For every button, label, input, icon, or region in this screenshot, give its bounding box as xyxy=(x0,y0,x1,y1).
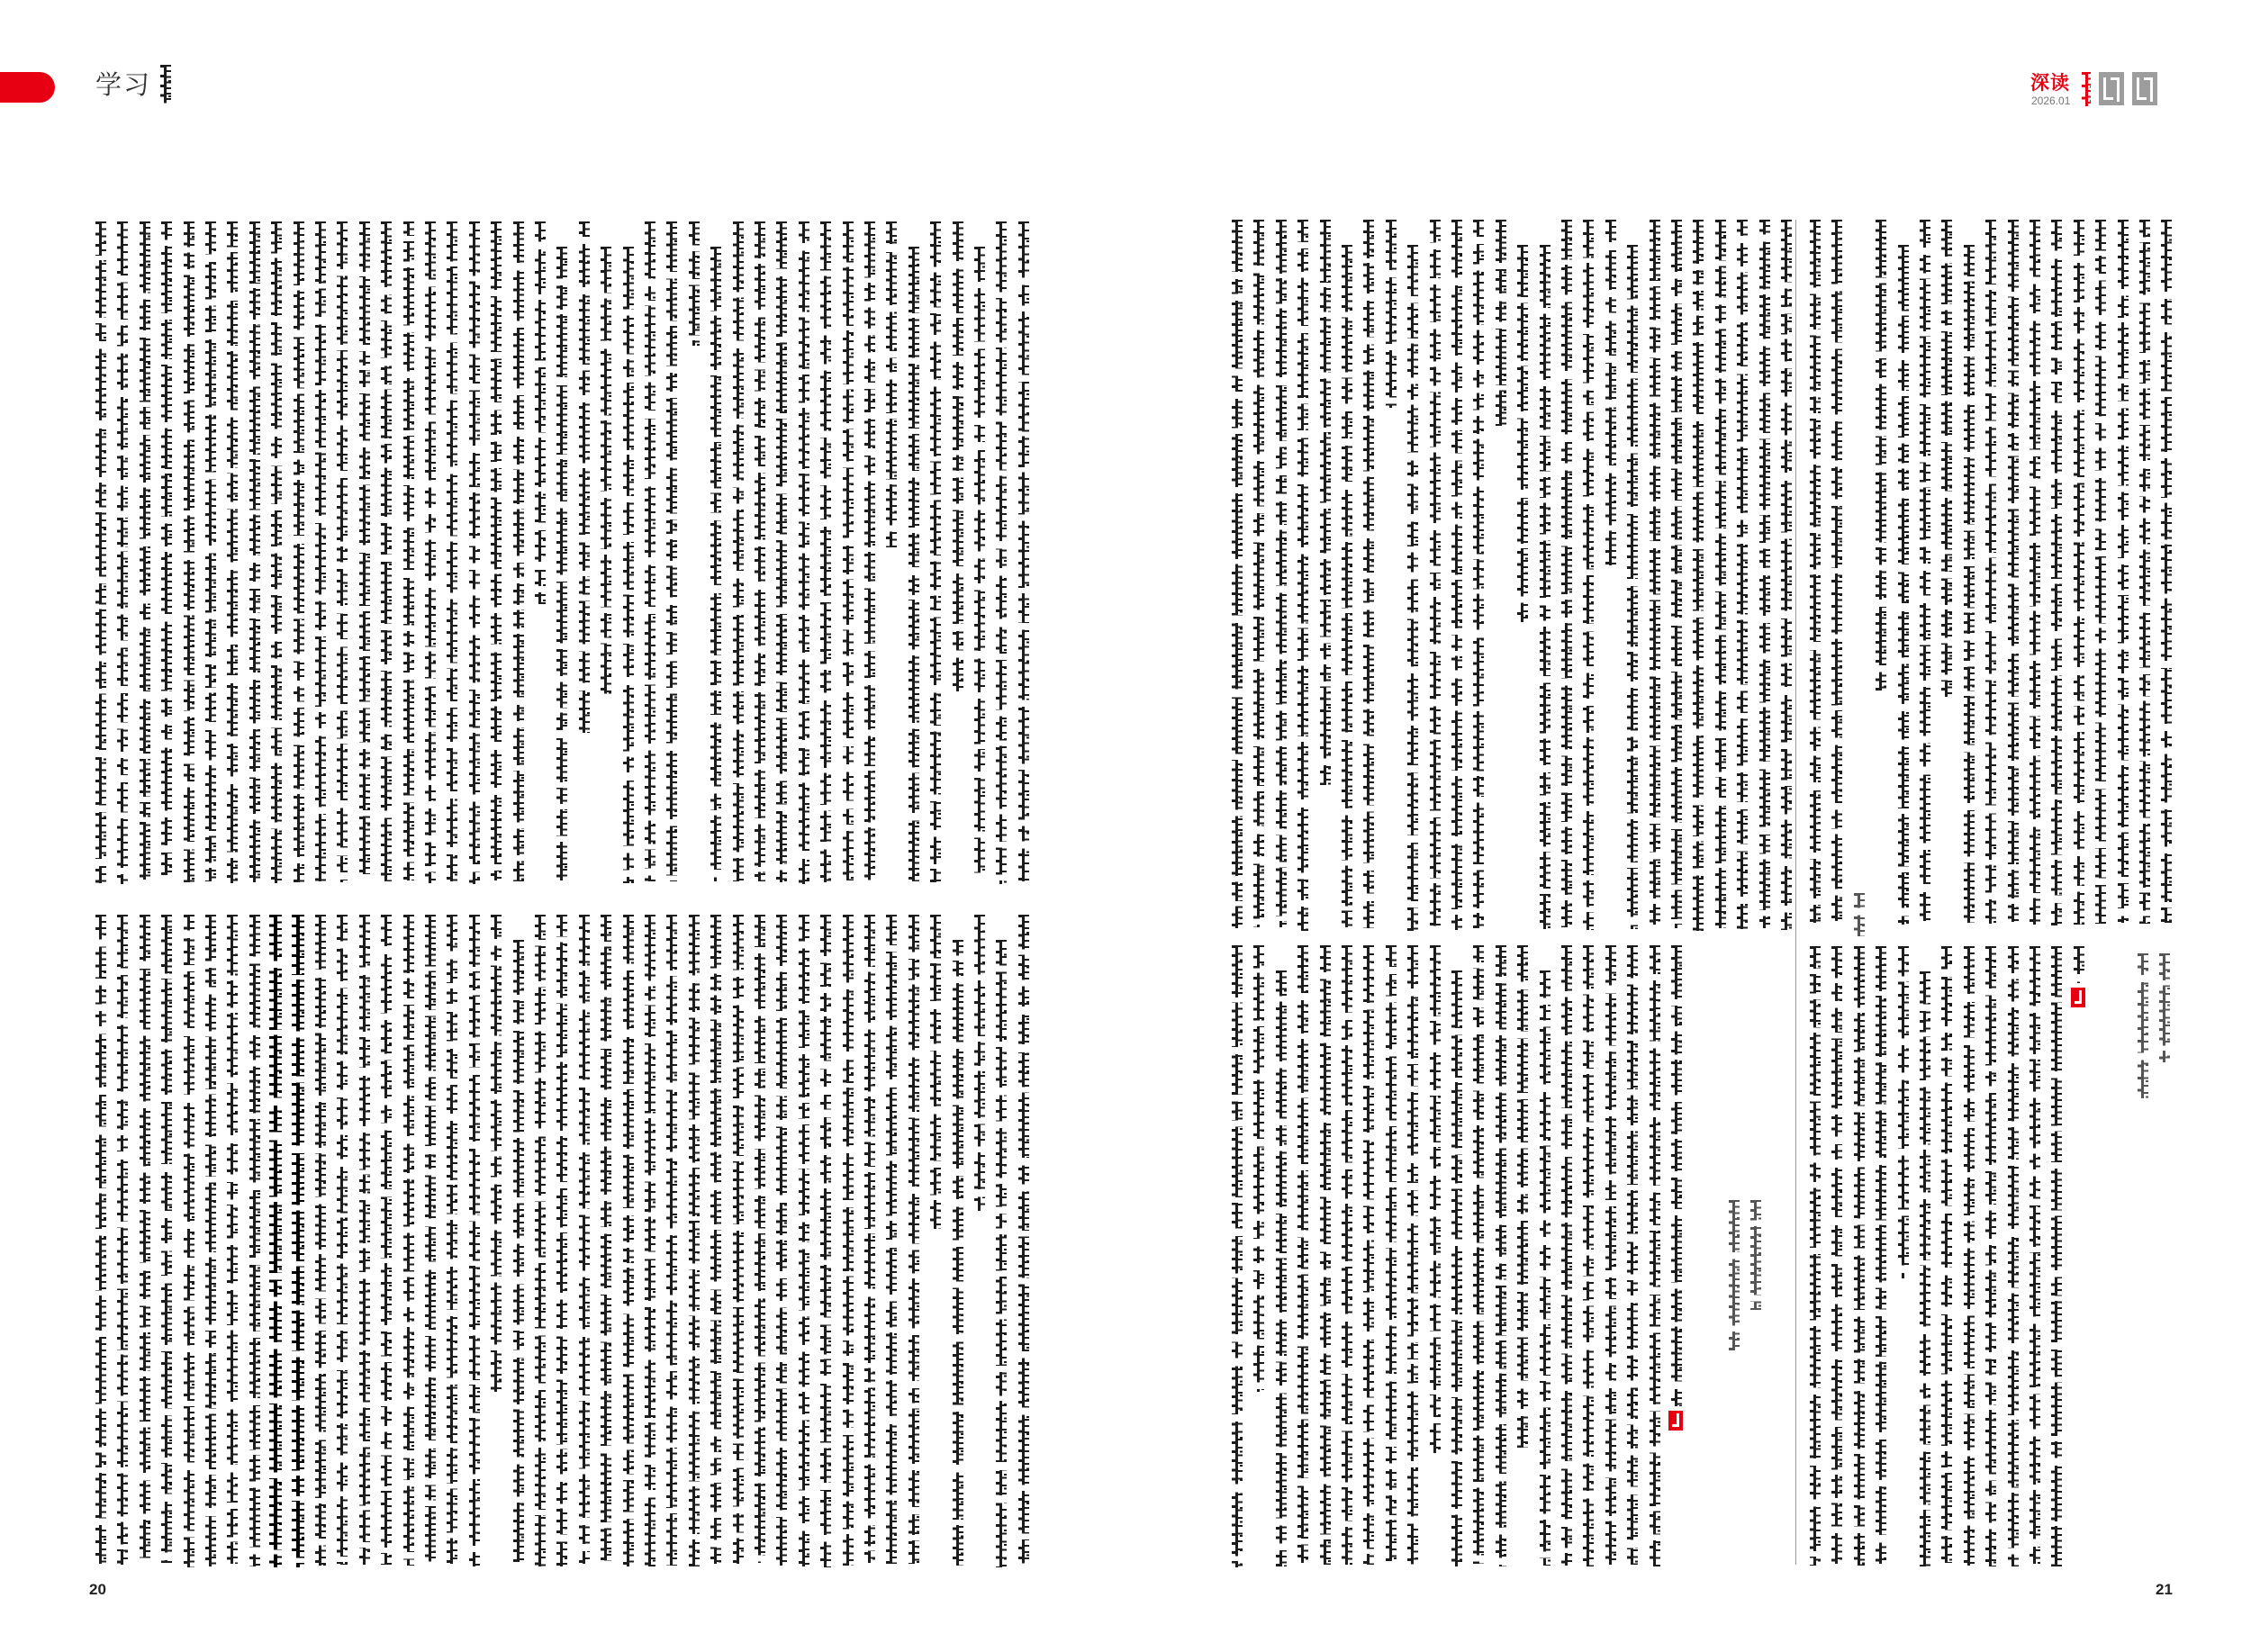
text-column xyxy=(423,915,436,1563)
text-column xyxy=(1340,245,1352,929)
text-column xyxy=(1808,220,1821,923)
text-column xyxy=(1384,945,1397,1563)
text-column xyxy=(1559,945,1572,1566)
text-column xyxy=(1406,245,1418,931)
text-column xyxy=(643,221,655,881)
text-column xyxy=(203,915,216,1566)
text-column xyxy=(445,221,457,881)
text-column xyxy=(1471,220,1484,928)
text-column xyxy=(182,915,194,1567)
text-column xyxy=(2116,220,2129,923)
text-column xyxy=(225,221,238,883)
text-column xyxy=(774,221,787,882)
text-column xyxy=(1896,245,1909,925)
citation-column xyxy=(1852,893,1865,936)
text-column xyxy=(511,221,524,881)
text-column xyxy=(555,247,567,880)
text-column xyxy=(313,915,326,1566)
text-column xyxy=(1779,220,1792,930)
text-column xyxy=(2159,220,2172,923)
text-column xyxy=(225,915,238,1564)
text-column xyxy=(863,221,875,884)
end-of-article-marker xyxy=(1668,1411,1683,1431)
text-column xyxy=(2072,220,2084,925)
text-column xyxy=(841,221,854,880)
text-column xyxy=(533,915,546,1566)
text-column xyxy=(1296,220,1308,931)
text-column xyxy=(335,221,348,882)
text-column xyxy=(489,221,502,880)
text-column xyxy=(379,915,392,1565)
text-column xyxy=(2028,220,2040,925)
section-title: 学习 xyxy=(95,69,152,100)
text-column xyxy=(643,915,655,1566)
text-column xyxy=(1713,220,1726,928)
text-column xyxy=(1808,946,1821,1566)
text-column xyxy=(182,221,194,882)
text-column xyxy=(379,221,392,881)
text-column xyxy=(1318,220,1331,785)
text-column xyxy=(467,915,480,1566)
text-column xyxy=(115,221,128,884)
text-column xyxy=(818,915,831,1567)
text-column xyxy=(753,221,765,881)
text-column xyxy=(159,221,172,881)
text-column xyxy=(951,221,963,691)
text-column xyxy=(621,915,634,1566)
text-column xyxy=(709,915,721,1564)
text-column xyxy=(1274,220,1287,927)
text-column xyxy=(313,221,326,881)
text-column xyxy=(1581,220,1594,930)
text-column xyxy=(1296,945,1308,1563)
section-title-mongolian xyxy=(158,65,171,108)
text-column xyxy=(1230,220,1243,928)
text-column xyxy=(577,221,590,736)
text-column xyxy=(1918,220,1930,921)
text-column xyxy=(2028,946,2040,1564)
text-column xyxy=(907,915,919,1564)
text-column xyxy=(159,915,172,1563)
text-column xyxy=(94,221,106,883)
text-column xyxy=(445,915,457,1564)
text-column xyxy=(1252,945,1264,1392)
text-column xyxy=(1428,945,1441,1453)
text-column xyxy=(1830,220,1842,921)
text-column xyxy=(907,247,919,881)
text-column xyxy=(664,221,677,881)
text-column xyxy=(1962,245,1975,923)
text-column xyxy=(1758,220,1770,928)
text-column xyxy=(1559,220,1572,927)
text-column xyxy=(1669,945,1682,1406)
text-column xyxy=(2049,220,2062,925)
text-column xyxy=(1604,945,1616,1565)
heading-column xyxy=(269,915,282,1567)
text-column xyxy=(994,940,1007,1567)
text-column xyxy=(1939,946,1952,1563)
text-column xyxy=(972,915,985,1211)
page-number-right: 21 xyxy=(2156,1581,2173,1598)
text-column xyxy=(467,221,480,884)
text-column xyxy=(1691,220,1704,931)
text-column xyxy=(884,221,897,547)
brand-name-mongolian xyxy=(2080,72,2091,106)
text-column xyxy=(1017,915,1029,1566)
text-column xyxy=(664,915,677,1566)
text-column xyxy=(555,915,567,1566)
text-column xyxy=(621,247,634,883)
text-column xyxy=(357,915,370,1565)
text-column xyxy=(1450,970,1462,1566)
text-column xyxy=(1669,220,1682,928)
text-column xyxy=(577,915,590,1564)
text-column xyxy=(1494,945,1506,1566)
text-column xyxy=(1581,945,1594,1566)
column-divider xyxy=(1795,220,1796,1565)
text-column xyxy=(599,915,611,1566)
text-column xyxy=(818,221,831,882)
text-column xyxy=(1852,946,1865,1566)
text-column xyxy=(1648,220,1660,929)
text-column xyxy=(1625,245,1638,929)
text-column xyxy=(2072,946,2084,983)
text-column xyxy=(2006,946,2019,1566)
text-column xyxy=(138,915,150,1563)
text-column xyxy=(335,915,348,1565)
text-column xyxy=(1939,220,1952,697)
text-column xyxy=(138,221,150,880)
text-column xyxy=(1648,945,1660,1566)
text-column xyxy=(1252,220,1264,927)
text-column xyxy=(1984,220,1996,924)
text-column xyxy=(863,915,875,1563)
text-column xyxy=(731,915,744,1564)
text-column xyxy=(1406,945,1418,1566)
text-column xyxy=(357,221,370,880)
text-column xyxy=(248,915,260,1566)
text-column xyxy=(1361,220,1374,928)
heading-column xyxy=(292,915,304,1567)
text-column xyxy=(972,247,985,880)
text-column xyxy=(1604,220,1616,565)
text-column xyxy=(94,915,106,1564)
text-column xyxy=(1318,945,1331,1565)
magazine-logo-mark xyxy=(2099,72,2124,105)
text-column xyxy=(1918,971,1930,1566)
text-column xyxy=(1538,970,1550,1566)
text-column xyxy=(774,915,787,1566)
text-column xyxy=(599,247,611,695)
text-column xyxy=(1450,220,1462,930)
text-column xyxy=(797,915,809,1566)
text-column xyxy=(1471,945,1484,1564)
text-column xyxy=(489,915,502,1392)
text-column xyxy=(1274,970,1287,1566)
text-column xyxy=(709,247,721,881)
end-of-article-marker xyxy=(2071,988,2085,1007)
citation-column xyxy=(2136,953,2148,1098)
text-column xyxy=(1984,946,1996,1566)
text-column xyxy=(1830,946,1842,1564)
text-column xyxy=(1494,220,1506,426)
text-column xyxy=(753,915,765,1563)
text-column xyxy=(687,915,700,1566)
text-column xyxy=(2049,946,2062,1566)
text-column xyxy=(1515,245,1528,622)
text-column xyxy=(533,221,546,604)
text-column xyxy=(731,221,744,881)
citation-column xyxy=(1727,1200,1740,1350)
text-column xyxy=(402,221,414,880)
text-column xyxy=(2138,220,2150,924)
section-tab-marker xyxy=(0,72,55,103)
text-column xyxy=(1962,946,1975,1566)
text-column xyxy=(1874,220,1886,691)
text-column xyxy=(2093,220,2106,924)
text-column xyxy=(1896,946,1909,1278)
text-column xyxy=(1625,945,1638,1565)
text-column xyxy=(423,221,436,883)
text-column xyxy=(248,221,260,882)
text-column xyxy=(1230,945,1243,1567)
page-number-left: 20 xyxy=(89,1581,106,1598)
text-column xyxy=(2006,220,2019,922)
text-column xyxy=(928,915,941,1229)
text-column xyxy=(928,221,941,882)
text-column xyxy=(1515,945,1528,1448)
text-column xyxy=(687,221,700,346)
citation-column xyxy=(2157,953,2170,1062)
text-column xyxy=(951,940,963,1566)
issue-date: 2026.01 xyxy=(2031,95,2071,107)
text-column xyxy=(115,915,128,1565)
text-column xyxy=(203,221,216,881)
text-column xyxy=(797,221,809,884)
text-column xyxy=(994,221,1007,884)
text-column xyxy=(292,221,304,882)
text-column xyxy=(884,915,897,1566)
text-column xyxy=(1340,945,1352,1565)
text-column xyxy=(1017,221,1029,881)
text-column xyxy=(1384,220,1397,408)
text-column xyxy=(1361,945,1374,1565)
text-column xyxy=(841,915,854,1566)
text-column xyxy=(1538,245,1550,929)
text-column xyxy=(1735,220,1748,929)
brand-name: 深读 xyxy=(2030,72,2070,94)
text-column xyxy=(1874,946,1886,1564)
citation-column xyxy=(1749,1200,1761,1310)
text-column xyxy=(269,221,282,883)
text-column xyxy=(511,940,524,1566)
text-column xyxy=(402,915,414,1566)
magazine-logo-mark xyxy=(2132,72,2157,105)
text-column xyxy=(1428,220,1441,928)
